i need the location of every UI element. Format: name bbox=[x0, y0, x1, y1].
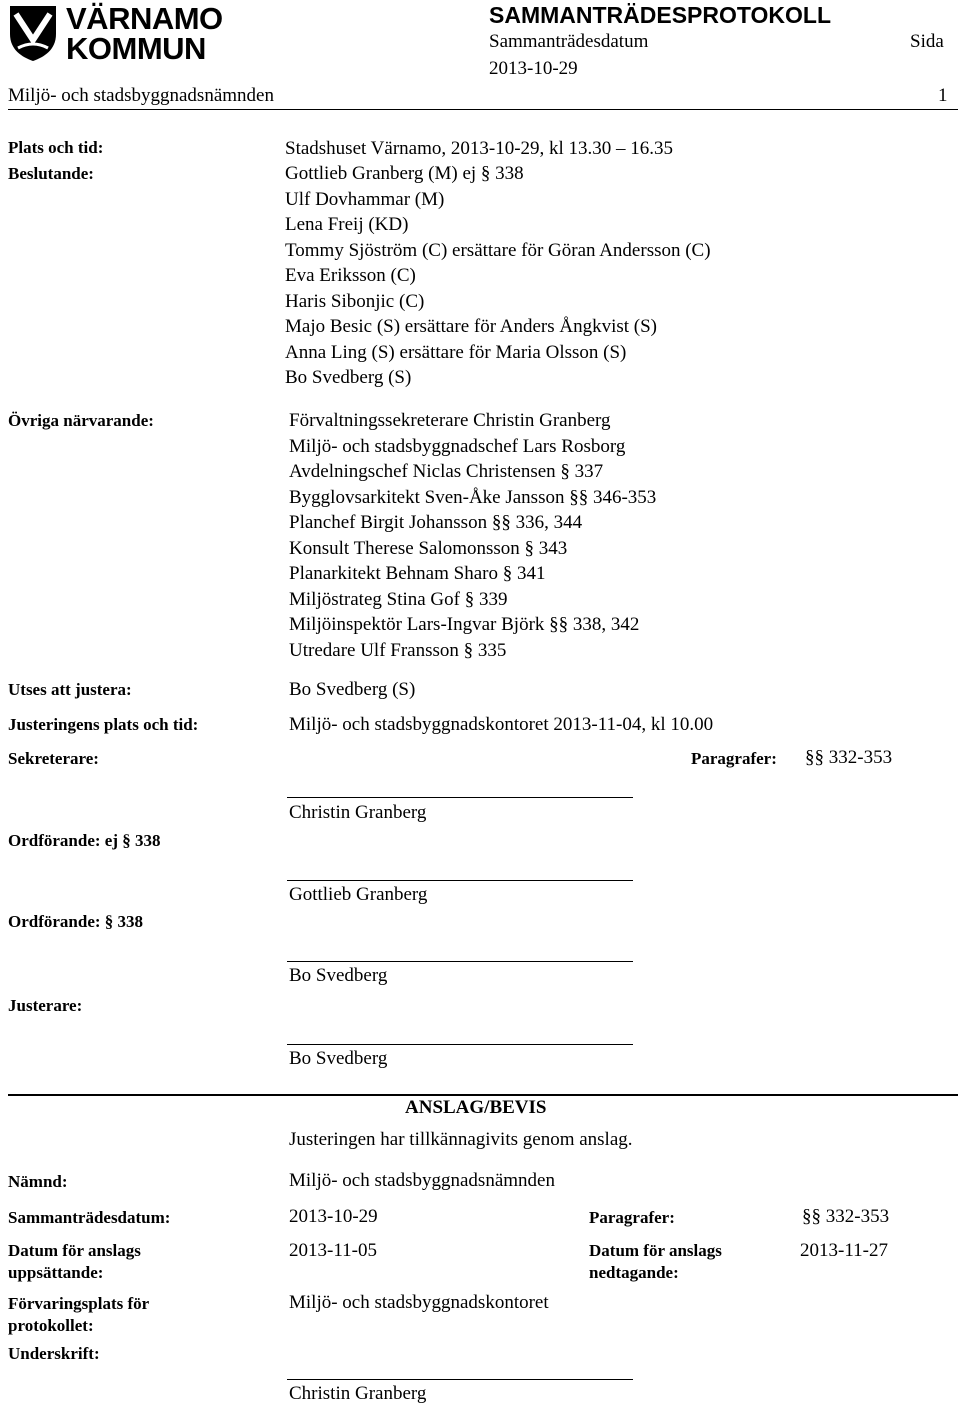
list-item: Planarkitekt Behnam Sharo § 341 bbox=[289, 563, 546, 584]
shield-icon bbox=[8, 4, 58, 62]
place-value: Stadshuset Värnamo, 2013-10-29, kl 13.30 – 16.35 bbox=[285, 138, 674, 159]
list-item: Ulf Dovhammar (M) bbox=[285, 188, 445, 210]
adjustment-place-value: Miljö- och stadsbyggnadskontoret 2013-11-04, kl 10.00 bbox=[289, 714, 714, 735]
list-item: Haris Sibonjic (C) bbox=[285, 290, 425, 312]
chair2-label: Ordförande: § 338 bbox=[8, 912, 144, 931]
adjuster-signature-line bbox=[287, 1044, 633, 1045]
notice-signature-line bbox=[287, 1379, 633, 1380]
page-number: 1 bbox=[938, 85, 948, 106]
posted-date-label-line1: Datum för anslags bbox=[8, 1241, 141, 1260]
logo-line-1: VÄRNAMO bbox=[66, 1, 223, 36]
chair1-label: Ordförande: ej § 338 bbox=[8, 831, 161, 850]
notice-meeting-date-value: 2013-10-29 bbox=[289, 1206, 378, 1227]
committee-name: Miljö- och stadsbyggnadsnämnden bbox=[8, 85, 274, 106]
notice-paragraphs-value: §§ 332-353 bbox=[802, 1206, 890, 1227]
chair2-name: Bo Svedberg bbox=[289, 965, 388, 986]
adjuster-appointed-label: Utses att justera: bbox=[8, 680, 132, 699]
posted-date-label bbox=[8, 1240, 141, 1284]
notice-paragraphs-label: Paragrafer: bbox=[589, 1208, 675, 1227]
meeting-date-value: 2013-10-29 bbox=[489, 58, 578, 79]
list-item: Konsult Therese Salomonsson § 343 bbox=[289, 537, 568, 559]
removed-date-label-line2: nedtagande: bbox=[589, 1263, 679, 1282]
storage-label-line2: protokollet: bbox=[8, 1316, 94, 1335]
list-item: Planchef Birgit Johansson §§ 336, 344 bbox=[289, 512, 583, 533]
removed-date-value: 2013-11-27 bbox=[800, 1240, 888, 1261]
list-item: Miljö- och stadsbyggnadschef Lars Rosborg bbox=[289, 435, 626, 457]
secretary-signature-line bbox=[287, 797, 633, 798]
list-item: Anna Ling (S) ersättare för Maria Olsson (S) bbox=[285, 341, 627, 363]
list-item: Lena Freij (KD) bbox=[285, 214, 409, 235]
document-title: SAMMANTRÄDESPROTOKOLL bbox=[489, 2, 832, 28]
others-present-label: Övriga närvarande: bbox=[8, 411, 154, 430]
decision-label: Beslutande: bbox=[8, 164, 94, 183]
paragraphs-value: §§ 332-353 bbox=[805, 747, 893, 768]
decision-makers-list bbox=[285, 161, 711, 391]
others-present-list bbox=[289, 408, 656, 663]
notice-committee-value: Miljö- och stadsbyggnadsnämnden bbox=[289, 1170, 555, 1191]
adjustment-place-label: Justeringens plats och tid: bbox=[8, 715, 199, 734]
adjuster-appointed-value: Bo Svedberg (S) bbox=[289, 679, 416, 700]
list-item: Miljöinspektör Lars-Ingvar Björk §§ 338, 342 bbox=[289, 614, 640, 635]
list-item: Utredare Ulf Fransson § 335 bbox=[289, 639, 507, 661]
list-item: Miljöstrateg Stina Gof § 339 bbox=[289, 588, 508, 610]
header-divider bbox=[8, 109, 958, 110]
removed-date-label bbox=[589, 1240, 722, 1284]
list-item: Eva Eriksson (C) bbox=[285, 265, 416, 286]
posted-date-value: 2013-11-05 bbox=[289, 1240, 377, 1261]
adjuster-label: Justerare: bbox=[8, 996, 83, 1015]
logo-line-2: KOMMUN bbox=[66, 31, 206, 66]
notice-subtitle: Justeringen har tillkännagivits genom anslag. bbox=[289, 1129, 633, 1150]
signature-label: Underskrift: bbox=[8, 1344, 100, 1363]
list-item: Gottlieb Granberg (M) ej § 338 bbox=[285, 163, 524, 184]
chair1-name: Gottlieb Granberg bbox=[289, 884, 428, 905]
notice-signature-name: Christin Granberg bbox=[289, 1383, 427, 1404]
chair1-signature-line bbox=[287, 880, 633, 881]
paragraphs-label: Paragrafer: bbox=[691, 749, 777, 768]
storage-value: Miljö- och stadsbyggnadskontoret bbox=[289, 1292, 549, 1313]
removed-date-label-line1: Datum för anslags bbox=[589, 1241, 722, 1260]
place-label: Plats och tid: bbox=[8, 138, 104, 157]
notice-meeting-date-label: Sammanträdesdatum: bbox=[8, 1208, 171, 1227]
notice-committee-label: Nämnd: bbox=[8, 1172, 68, 1191]
notice-divider bbox=[8, 1094, 958, 1096]
page-label: Sida bbox=[910, 31, 944, 52]
adjuster-name: Bo Svedberg bbox=[289, 1048, 388, 1069]
chair2-signature-line bbox=[287, 961, 633, 962]
notice-title: ANSLAG/BEVIS bbox=[405, 1097, 547, 1118]
secretary-name: Christin Granberg bbox=[289, 802, 427, 823]
list-item: Tommy Sjöström (C) ersättare för Göran Andersson (C) bbox=[285, 239, 711, 261]
storage-label-line1: Förvaringsplats för bbox=[8, 1294, 150, 1313]
meeting-date-label: Sammanträdesdatum bbox=[489, 31, 649, 52]
municipality-logo bbox=[8, 1, 248, 66]
posted-date-label-line2: uppsättande: bbox=[8, 1263, 104, 1282]
secretary-label: Sekreterare: bbox=[8, 749, 99, 768]
list-item: Bygglovsarkitekt Sven-Åke Jansson §§ 346-353 bbox=[289, 486, 657, 508]
list-item: Avdelningschef Niclas Christensen § 337 bbox=[289, 461, 604, 482]
list-item: Majo Besic (S) ersättare för Anders Ångkvist (S) bbox=[285, 316, 658, 337]
list-item: Förvaltningssekreterare Christin Granberg bbox=[289, 410, 611, 431]
storage-label bbox=[8, 1293, 149, 1337]
list-item: Bo Svedberg (S) bbox=[285, 367, 412, 388]
